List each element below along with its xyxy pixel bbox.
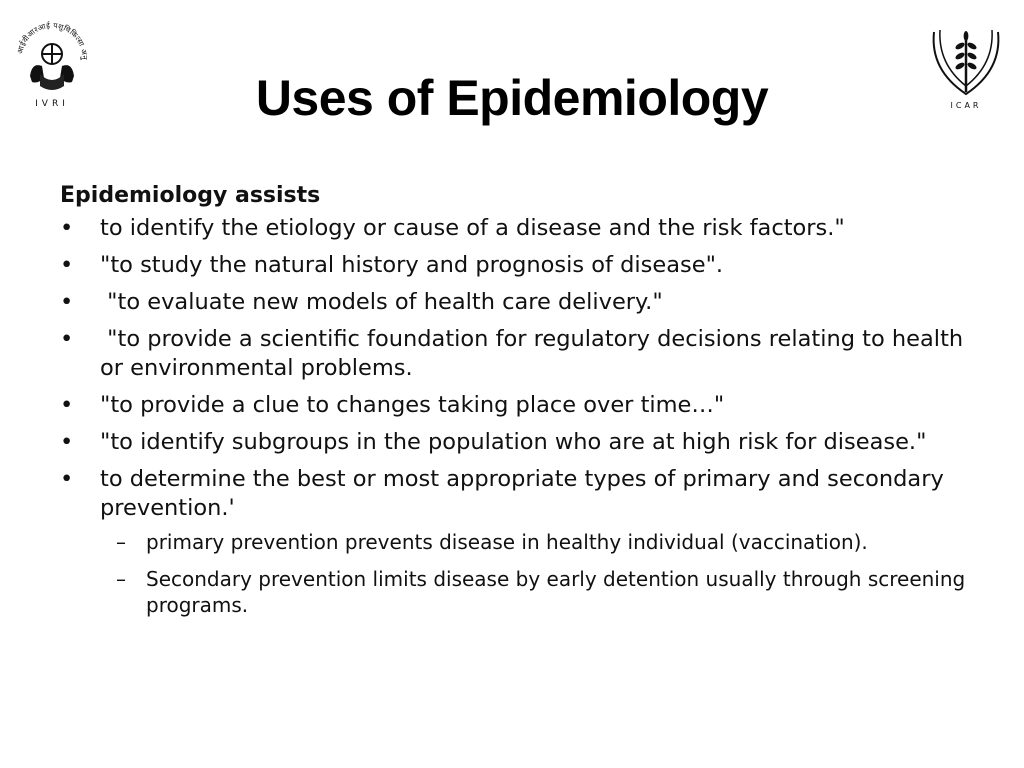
- bullet-text: "to study the natural history and prognosis of disease".: [100, 252, 724, 278]
- sub-bullet-text: Secondary prevention limits disease by early detention usually through screening programs.: [146, 567, 966, 617]
- slide-content: [60, 180, 980, 629]
- bullet-text: to identify the etiology or cause of a disease and the risk factors.": [100, 215, 845, 241]
- bullet-item: [60, 251, 980, 280]
- slide-title: Uses of Epidemiology: [255, 70, 769, 126]
- ivri-logo-label: IVRI: [35, 99, 69, 109]
- bullet-item: [60, 465, 980, 618]
- sub-bullet-item: [60, 566, 980, 618]
- sub-bullet-list: [60, 529, 980, 618]
- bullet-icon: •: [60, 289, 74, 315]
- bullet-item: [60, 288, 980, 317]
- bullet-icon: •: [60, 466, 74, 492]
- sub-bullet-text: primary prevention prevents disease in healthy individual (vaccination).: [146, 530, 868, 554]
- dash-icon: –: [116, 530, 126, 554]
- bullet-item: [60, 214, 980, 243]
- bullet-text: "to provide a clue to changes taking place over time…": [100, 392, 725, 418]
- bullet-text: "to provide a scientific foundation for regulatory decisions relating to health or environmental problems.: [100, 326, 971, 381]
- intro-heading: Epidemiology assists: [60, 183, 321, 208]
- bullet-icon: •: [60, 429, 74, 455]
- bullet-text: "to identify subgroups in the population who are at high risk for disease.": [100, 429, 927, 455]
- bullet-icon: •: [60, 326, 74, 352]
- bullet-icon: •: [60, 215, 74, 241]
- bullet-list: [60, 214, 980, 618]
- svg-text:आईवीआरआई पशुचिकित्सा अनुसंधान: आईवीआरआई पशुचिकित्सा अनु: [15, 20, 90, 61]
- bullet-icon: •: [60, 392, 74, 418]
- bullet-icon: •: [60, 252, 74, 278]
- bullet-text: to determine the best or most appropriate types of primary and secondary prevention.': [100, 466, 944, 521]
- bullet-item: [60, 391, 980, 420]
- icar-logo-label: ICAR: [950, 101, 982, 110]
- sub-bullet-item: [60, 529, 980, 555]
- dash-icon: –: [116, 567, 126, 591]
- bullet-text: "to evaluate new models of health care delivery.": [100, 289, 663, 315]
- bullet-item: [60, 325, 980, 383]
- bullet-item: [60, 428, 980, 457]
